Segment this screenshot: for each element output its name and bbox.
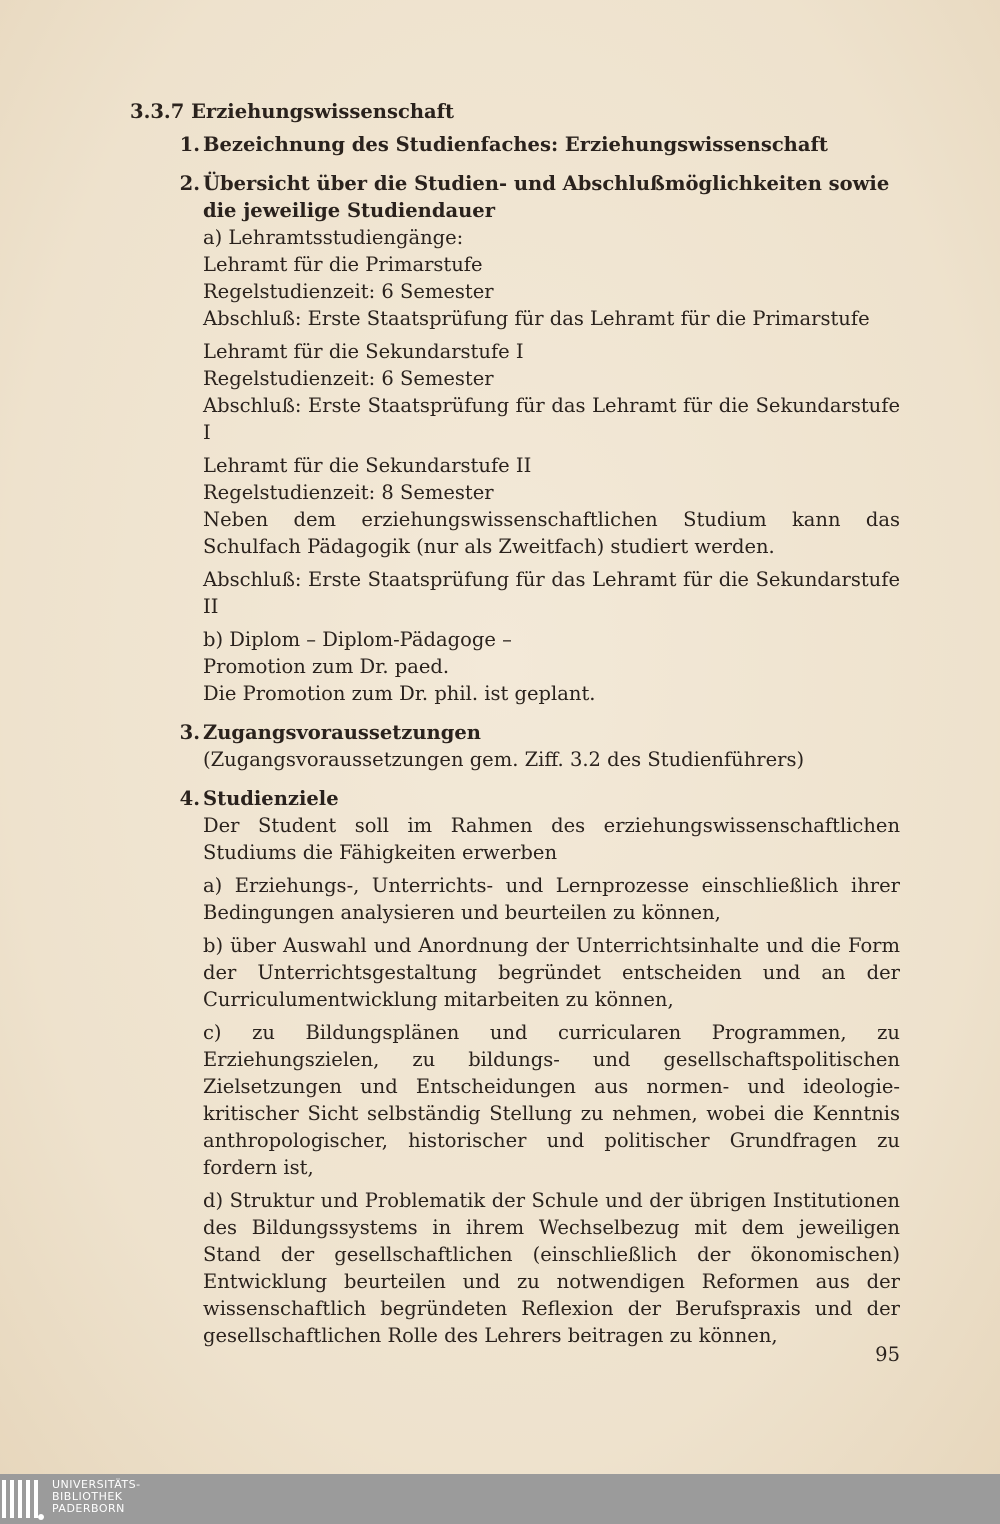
page-number: 95 [875, 1343, 900, 1366]
item-title: Studienziele [203, 787, 339, 810]
primar-abschluss: Abschluß: Erste Staatsprüfung für das Lehramt für die Primarstufe [203, 307, 870, 330]
page-content [130, 98, 900, 1349]
item-4 [130, 785, 900, 812]
item-2-body [130, 224, 900, 707]
lehramt-label: a) Lehramtsstudiengänge: [203, 226, 464, 249]
logo-line-2: BIBLIOTHEK [52, 1490, 123, 1503]
item-title: Übersicht über die Studien- und Abschlußmöglichkeiten sowie die jeweilige Studiendauer [203, 172, 890, 222]
sek1-zeit: Regelstudienzeit: 6 Semester [203, 367, 494, 390]
studienziele-intro: Der Student soll im Rahmen des erziehungswissenschaftlichen Studiums die Fähigkeiten erwerben [203, 814, 900, 864]
sek2-name: Lehramt für die Sekundarstufe II [203, 454, 532, 477]
item-3 [130, 719, 900, 746]
sek1-name: Lehramt für die Sekundarstufe I [203, 340, 524, 363]
logo-line-3: PADERBORN [52, 1502, 125, 1515]
studienziel-a: a) Erziehungs-, Unterrichts- und Lernprozesse einschließlich ihrer Bedingungen analysieren und beurteilen zu können, [203, 874, 900, 924]
studienziel-b: b) über Auswahl und Anordnung der Unterrichtsinhalte und die Form der Unterrichtsgestaltung begründet entscheiden und an der Curriculumentwicklung mitarbeiten zu können, [203, 934, 900, 1011]
section-heading: 3.3.7 Erziehungswissenschaft [130, 100, 455, 123]
studienziel-c: c) zu Bildungsplänen und curricularen Programmen, zu Erziehungszielen, zu bildungs- und gesellschaftspolitischen Zielsetzungen und Entscheidungen aus normen- und ideologie-kritischer Sicht selbständig Stellung zu nehmen, wobei die Kenntnis anthropologischer, historischer und politischer Grundfragen zu fordern ist, [203, 1021, 900, 1179]
item-1 [130, 131, 900, 158]
promotion: Promotion zum Dr. paed. [203, 655, 450, 678]
diplom-label: b) Diplom – Diplom-Pädagoge – [203, 628, 512, 651]
library-footer [0, 1474, 1000, 1524]
studienziel-d: d) Struktur und Problematik der Schule und der übrigen Institutionen des Bildungssystems in ihrem Wechselbezug mit dem jeweiligen Stand der gesellschaftlichen (einschließlich der ökonomischen) Entwicklung beurteilen und zu notwendigen Reformen aus der wissenschaftlich begründeten Reflexion der Berufspraxis und der gesellschaftlichen Rolle des Lehrers beitragen zu können, [203, 1189, 900, 1347]
item-title: Zugangsvoraussetzungen [203, 721, 481, 744]
promotion-plan: Die Promotion zum Dr. phil. ist geplant. [203, 682, 596, 705]
logo-dot-icon [38, 1514, 44, 1520]
item-2 [130, 170, 900, 224]
sek2-zeit: Regelstudienzeit: 8 Semester [203, 481, 494, 504]
sek2-abschluss: Abschluß: Erste Staatsprüfung für das Lehramt für die Sekundarstufe II [203, 568, 900, 618]
sek2-note: Neben dem erziehungswissenschaftlichen Studium kann das Schulfach Pädagogik (nur als Zweitfach) studiert werden. [203, 508, 900, 558]
item-number: 3. [179, 721, 200, 744]
item-number: 4. [179, 787, 200, 810]
item-4-body [130, 812, 900, 1349]
logo-line-1: UNIVERSITÄTS- [52, 1478, 141, 1491]
item-number: 1. [179, 133, 200, 156]
library-logo-text [52, 1479, 141, 1515]
sek1-abschluss: Abschluß: Erste Staatsprüfung für das Lehramt für die Sekundarstufe I [203, 394, 900, 444]
item-number: 2. [179, 172, 200, 195]
primar-name: Lehramt für die Primarstufe [203, 253, 483, 276]
item-title: Bezeichnung des Studienfaches: Erziehungswissenschaft [203, 133, 828, 156]
item-3-text: (Zugangsvoraussetzungen gem. Ziff. 3.2 des Studienführers) [203, 748, 805, 771]
library-logo-icon [2, 1480, 38, 1518]
primar-zeit: Regelstudienzeit: 6 Semester [203, 280, 494, 303]
